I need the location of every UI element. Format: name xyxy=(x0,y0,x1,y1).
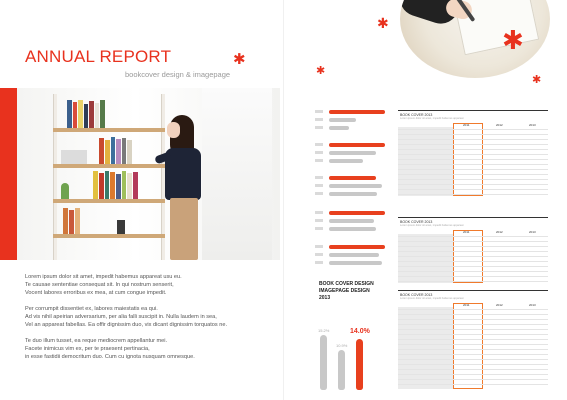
table-row-rule xyxy=(398,129,548,130)
table-row-rule xyxy=(398,314,548,315)
bar-1-1 xyxy=(329,110,385,114)
table-year-header: 2012 xyxy=(496,303,503,307)
report-subtitle: bookcover design & imagepage xyxy=(125,70,231,79)
block-title: BOOK COVER DESIGN IMAGEPAGE DESIGN 2013 xyxy=(319,281,374,301)
asterisk-icon: ✱ xyxy=(502,26,524,56)
table-row-rule xyxy=(398,241,548,242)
table-row-rule xyxy=(398,174,548,175)
bar-tick xyxy=(315,219,323,222)
table-title: BOOK COVER 2013 xyxy=(400,293,433,297)
column-label-1: 15.2% xyxy=(318,328,330,333)
woman-face xyxy=(167,122,180,138)
column-label-3: 14.0% xyxy=(350,328,370,335)
table-row-rule xyxy=(398,256,548,257)
bar-tick xyxy=(315,126,323,129)
data-table-3 xyxy=(398,290,548,388)
table-row-rule xyxy=(398,159,548,160)
column-1 xyxy=(320,335,327,390)
table-subtitle: Lorem ipsum dolor sit amet, impedit habemus appareat xyxy=(400,297,464,300)
data-table-1 xyxy=(398,110,548,195)
table-row-rule xyxy=(398,184,548,185)
bar-tick xyxy=(315,253,323,256)
table-row-rule xyxy=(398,164,548,165)
bar-3-1 xyxy=(329,176,376,180)
bar-tick xyxy=(315,151,323,154)
body-paragraph-3: Te duo illum tusset, ea reque mediocrem appellantur mei. Facete inimicus vim ex, per te praesent pertinacia, in esse fastidii democritum duo. Cum cu ignota nusquam omnesque. xyxy=(25,338,195,360)
table-row-rule xyxy=(398,281,548,282)
bar-1-2 xyxy=(329,118,356,122)
table-row-rule xyxy=(398,354,548,355)
bar-4-1 xyxy=(329,211,385,215)
table-row-rule xyxy=(398,149,548,150)
bar-tick xyxy=(315,227,323,230)
bookshelf-unit xyxy=(53,94,165,260)
bar-2-2 xyxy=(329,151,376,155)
bar-5-2 xyxy=(329,253,379,257)
table-subtitle: Lorem ipsum dolor sit amet, impedit habemus appareat xyxy=(400,224,464,227)
accent-bar xyxy=(0,88,17,260)
column-2 xyxy=(338,350,345,390)
table-subtitle: Lorem ipsum dolor sit amet, impedit habemus appareat xyxy=(400,117,464,120)
bar-tick xyxy=(315,245,323,248)
writing-hand-photo xyxy=(400,0,550,78)
table-year-header: 2011 xyxy=(463,230,470,234)
table-title: BOOK COVER 2013 xyxy=(400,113,433,117)
table-row-rule xyxy=(398,266,548,267)
bar-4-2 xyxy=(329,219,374,223)
asterisk-icon: ✱ xyxy=(233,50,246,68)
table-row-rule xyxy=(398,369,548,370)
bar-tick xyxy=(315,118,323,121)
table-row-rule xyxy=(398,309,548,310)
bookshelf-photo xyxy=(17,88,280,260)
table-row-rule xyxy=(398,359,548,360)
table-year-header: 2013 xyxy=(529,123,536,127)
bar-5-3 xyxy=(329,261,382,265)
table-row-rule xyxy=(398,379,548,380)
table-row-rule xyxy=(398,154,548,155)
table-year-header: 2013 xyxy=(529,230,536,234)
table-row-rule xyxy=(398,179,548,180)
table-year-header: 2012 xyxy=(496,230,503,234)
table-row-rule xyxy=(398,134,548,135)
table-row-rule xyxy=(398,144,548,145)
table-title: BOOK COVER 2013 xyxy=(400,220,433,224)
column-label-2: 10.9% xyxy=(336,343,348,348)
asterisk-icon: ✱ xyxy=(377,16,389,32)
bar-tick xyxy=(315,261,323,264)
table-row-rule xyxy=(398,276,548,277)
bar-4-3 xyxy=(329,227,376,231)
bar-tick xyxy=(315,192,323,195)
table-row-rule xyxy=(398,261,548,262)
table-row-rule xyxy=(398,236,548,237)
window-light xyxy=(202,88,272,260)
table-year-header: 2013 xyxy=(529,303,536,307)
table-row-rule xyxy=(398,329,548,330)
table-label-column xyxy=(398,127,453,196)
table-row-rule xyxy=(398,384,548,385)
bar-tick xyxy=(315,143,323,146)
body-paragraph-2: Per corrumpit dissentiet ex, labores maiestatis ea qui. Ad vis nihil apeirian adversarium, per alia falli suscipit in. Nulla laudem in sea, Vel an appareat fabellas. Ea offir dignissim duo, vix dicant dignissim torquatos ne. xyxy=(25,306,228,328)
table-row-rule xyxy=(398,251,548,252)
page-fold xyxy=(283,0,284,400)
table-row-rule xyxy=(398,324,548,325)
table-row-rule xyxy=(398,194,548,195)
body-paragraph-1: Lorem ipsum dolor sit amet, impedit habemus appareat usu eu. Te causae sententiae consequat sit. In qui nostrum senserit, Vocent labores erroribus ex mea, at cum congue impedit. xyxy=(25,274,182,296)
column-chart xyxy=(318,318,370,390)
data-table-2 xyxy=(398,217,548,282)
table-row-rule xyxy=(398,364,548,365)
bar-tick xyxy=(315,184,323,187)
bar-3-3 xyxy=(329,192,377,196)
bar-3-2 xyxy=(329,184,382,188)
column-3 xyxy=(356,339,363,390)
bar-tick xyxy=(315,211,323,214)
asterisk-icon: ✱ xyxy=(532,73,542,86)
table-row-rule xyxy=(398,339,548,340)
bar-tick xyxy=(315,110,323,113)
bar-1-3 xyxy=(329,126,349,130)
table-row-rule xyxy=(398,189,548,190)
table-row-rule xyxy=(398,271,548,272)
report-title: ANNUAL REPORT xyxy=(25,47,172,66)
table-row-rule xyxy=(398,139,548,140)
table-row-rule xyxy=(398,344,548,345)
table-year-header: 2011 xyxy=(463,123,470,127)
bar-2-3 xyxy=(329,159,363,163)
table-row-rule xyxy=(398,374,548,375)
table-highlight-column xyxy=(453,303,483,389)
table-year-header: 2011 xyxy=(463,303,470,307)
table-row-rule xyxy=(398,169,548,170)
table-row-rule xyxy=(398,246,548,247)
asterisk-icon: ✱ xyxy=(316,64,326,77)
table-year-header: 2012 xyxy=(496,123,503,127)
table-row-rule xyxy=(398,349,548,350)
bar-5-1 xyxy=(329,245,385,249)
bar-tick xyxy=(315,176,323,179)
table-row-rule xyxy=(398,319,548,320)
bar-2-1 xyxy=(329,143,385,147)
woman-trousers xyxy=(170,198,198,260)
bar-tick xyxy=(315,159,323,162)
table-row-rule xyxy=(398,334,548,335)
